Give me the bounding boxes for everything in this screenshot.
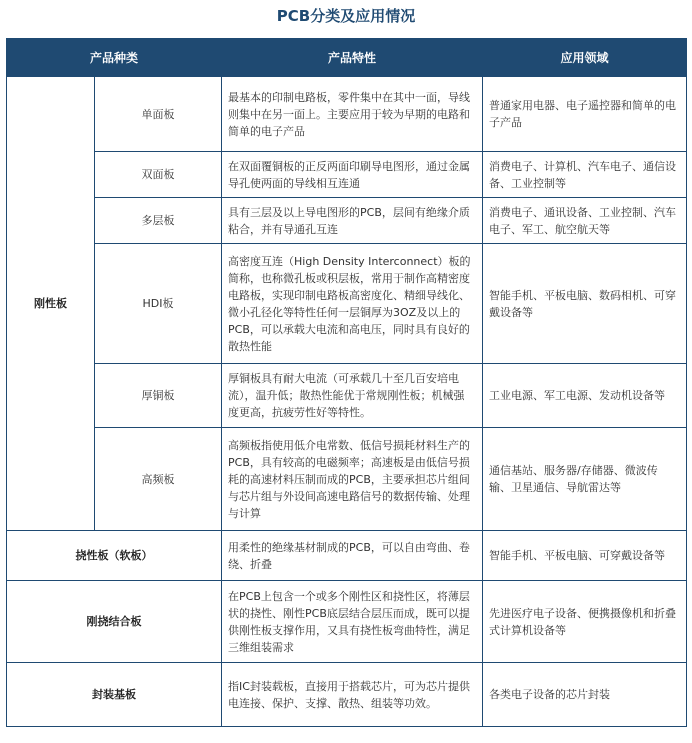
table-row	[7, 364, 687, 428]
feature-cell: 最基本的印制电路板，零件集中在其中一面，导线则集中在另一面上。主要应用于较为早期的电路和简单的电子产品	[222, 77, 483, 152]
feature-cell: 高密度互连（High Density Interconnect）板的简称，也称微孔板或积层板，常用于制作高精密度电路板，实现印制电路板高密度化、精细导线化、微小孔径化等特性任何一层铜厚为3OZ及以上的PCB，可以承载大电流和高电压，同时具有良好的散热性能	[222, 244, 483, 364]
application-cell: 先进医疗电子设备、便携摄像机和折叠式计算机设备等	[483, 581, 687, 663]
feature-cell: 在PCB上包含一个或多个刚性区和挠性区，将薄层状的挠性、刚性PCB底层结合层压而成，既可以提供刚性板支撑作用，又具有挠性板弯曲特性，满足三维组装需求	[222, 581, 483, 663]
application-cell: 各类电子设备的芯片封装	[483, 663, 687, 727]
subtype-name: 高频板	[95, 428, 222, 531]
category-rigid-flex: 刚挠结合板	[7, 581, 222, 663]
application-cell: 消费电子、计算机、汽车电子、通信设备、工业控制等	[483, 152, 687, 198]
subtype-name: 厚铜板	[95, 364, 222, 428]
header-type: 产品种类	[7, 39, 222, 77]
pcb-classification-table	[6, 38, 687, 727]
table-row	[7, 428, 687, 531]
page-title: PCB分类及应用情况	[276, 7, 416, 25]
feature-cell: 具有三层及以上导电图形的PCB，层间有绝缘介质粘合，并有导通孔互连	[222, 198, 483, 244]
application-cell: 消费电子、通讯设备、工业控制、汽车电子、军工、航空航天等	[483, 198, 687, 244]
application-cell: 智能手机、平板电脑、数码相机、可穿戴设备等	[483, 244, 687, 364]
table-row	[7, 77, 687, 152]
feature-cell: 指IC封装载板，直接用于搭载芯片，可为芯片提供电连接、保护、支撑、散热、组装等功效。	[222, 663, 483, 727]
subtype-name: 单面板	[95, 77, 222, 152]
subtype-name: 多层板	[95, 198, 222, 244]
header-feature: 产品特性	[222, 39, 483, 77]
category-rigid: 刚性板	[7, 77, 95, 531]
table-row	[7, 531, 687, 581]
header-application: 应用领域	[483, 39, 687, 77]
table-row	[7, 198, 687, 244]
feature-cell: 厚铜板具有耐大电流（可承载几十至几百安培电流），温升低；散热性能优于常规刚性板；机械强度更高，抗疲劳性好等特性。	[222, 364, 483, 428]
category-flex: 挠性板（软板）	[7, 531, 222, 581]
subtype-name: 双面板	[95, 152, 222, 198]
category-substrate: 封装基板	[7, 663, 222, 727]
application-cell: 工业电源、军工电源、发动机设备等	[483, 364, 687, 428]
application-cell: 通信基站、服务器/存储器、微波传输、卫星通信、导航雷达等	[483, 428, 687, 531]
subtype-name: HDI板	[95, 244, 222, 364]
table-row	[7, 244, 687, 364]
feature-cell: 在双面覆铜板的正反两面印刷导电图形，通过金属导孔使两面的导线相互连通	[222, 152, 483, 198]
feature-cell: 高频板指使用低介电常数、低信号损耗材料生产的PCB，具有较高的电磁频率；高速板是由低信号损耗的高速材料压制而成的PCB，主要承担芯片组间与芯片组与外设间高速电路信号的数据传输、处理与计算	[222, 428, 483, 531]
application-cell: 智能手机、平板电脑、可穿戴设备等	[483, 531, 687, 581]
application-cell: 普通家用电器、电子遥控器和简单的电子产品	[483, 77, 687, 152]
table-row	[7, 663, 687, 727]
table-row	[7, 581, 687, 663]
feature-cell: 用柔性的绝缘基材制成的PCB，可以自由弯曲、卷绕、折叠	[222, 531, 483, 581]
table-row	[7, 152, 687, 198]
table-header-row	[7, 39, 687, 77]
